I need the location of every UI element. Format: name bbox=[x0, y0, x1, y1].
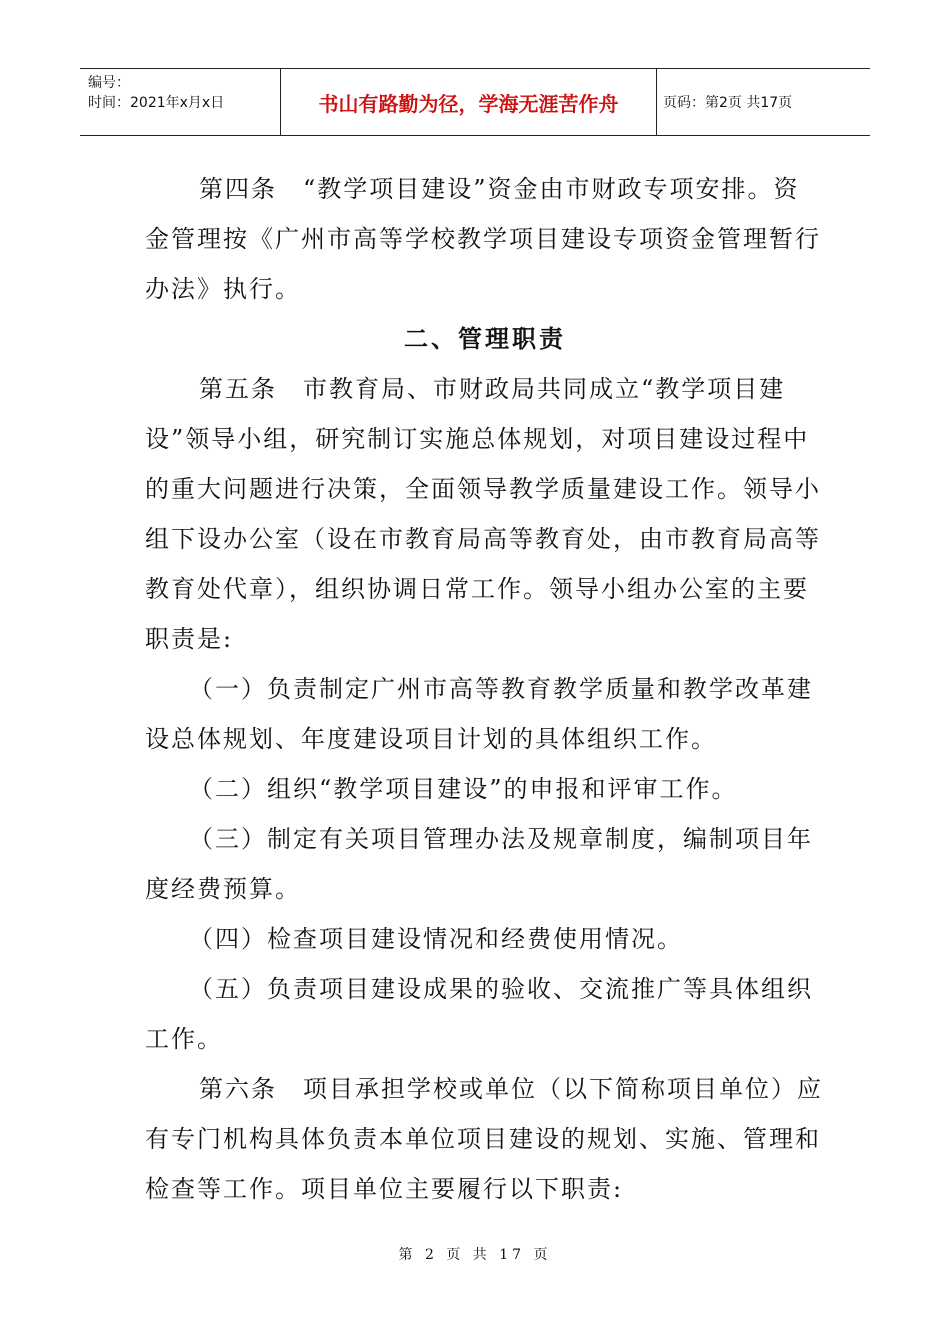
section-heading: 二、管理职责 bbox=[404, 325, 566, 353]
article-6: 第六条 项目承担学校或单位（以下简称项目单位）应有专门机构具体负责本单位项目建设的规划、实施、管理和检查等工作。项目单位主要履行以下职责: bbox=[145, 1075, 823, 1203]
duty-item-3: （三）制定有关项目管理办法及规章制度，编制项目年度经费预算。 bbox=[145, 825, 813, 903]
duty-item-5: （五）负责项目建设成果的验收、交流推广等具体组织工作。 bbox=[145, 975, 813, 1053]
page-footer: 第 2 页 共 17 页 bbox=[398, 1247, 552, 1263]
article-5: 第五条 市教育局、市财政局共同成立“教学项目建设”领导小组，研究制订实施总体规划，对项目建设过程中的重大问题进行决策，全面领导教学质量建设工作。领导小组下设办公室（设在市教育局高等教育处，由市教育局高等教育处代章），组织协调日常工作。领导小组办公室的主要职责是: bbox=[145, 375, 821, 653]
duty-item-4: （四）检查项目建设情况和经费使用情况。 bbox=[189, 925, 683, 953]
page-header bbox=[80, 68, 870, 136]
header-page-code: 页码：第2页 共17页 bbox=[663, 95, 793, 111]
document-time-label: 时间：2021年x月x日 bbox=[88, 95, 225, 111]
header-motto: 书山有路勤为径，学海无涯苦作舟 bbox=[281, 69, 657, 135]
article-4: 第四条 “教学项目建设”资金由市财政专项安排。资金管理按《广州市高等学校教学项目建设专项资金管理暂行办法》执行。 bbox=[145, 175, 821, 303]
header-meta bbox=[80, 69, 281, 135]
duty-item-2: （二）组织“教学项目建设”的申报和评审工作。 bbox=[189, 775, 738, 803]
duty-item-1: （一）负责制定广州市高等教育教学质量和教学改革建设总体规划、年度建设项目计划的具体组织工作。 bbox=[145, 675, 813, 753]
document-body bbox=[145, 164, 825, 1214]
document-number-label: 编号： bbox=[88, 75, 130, 91]
